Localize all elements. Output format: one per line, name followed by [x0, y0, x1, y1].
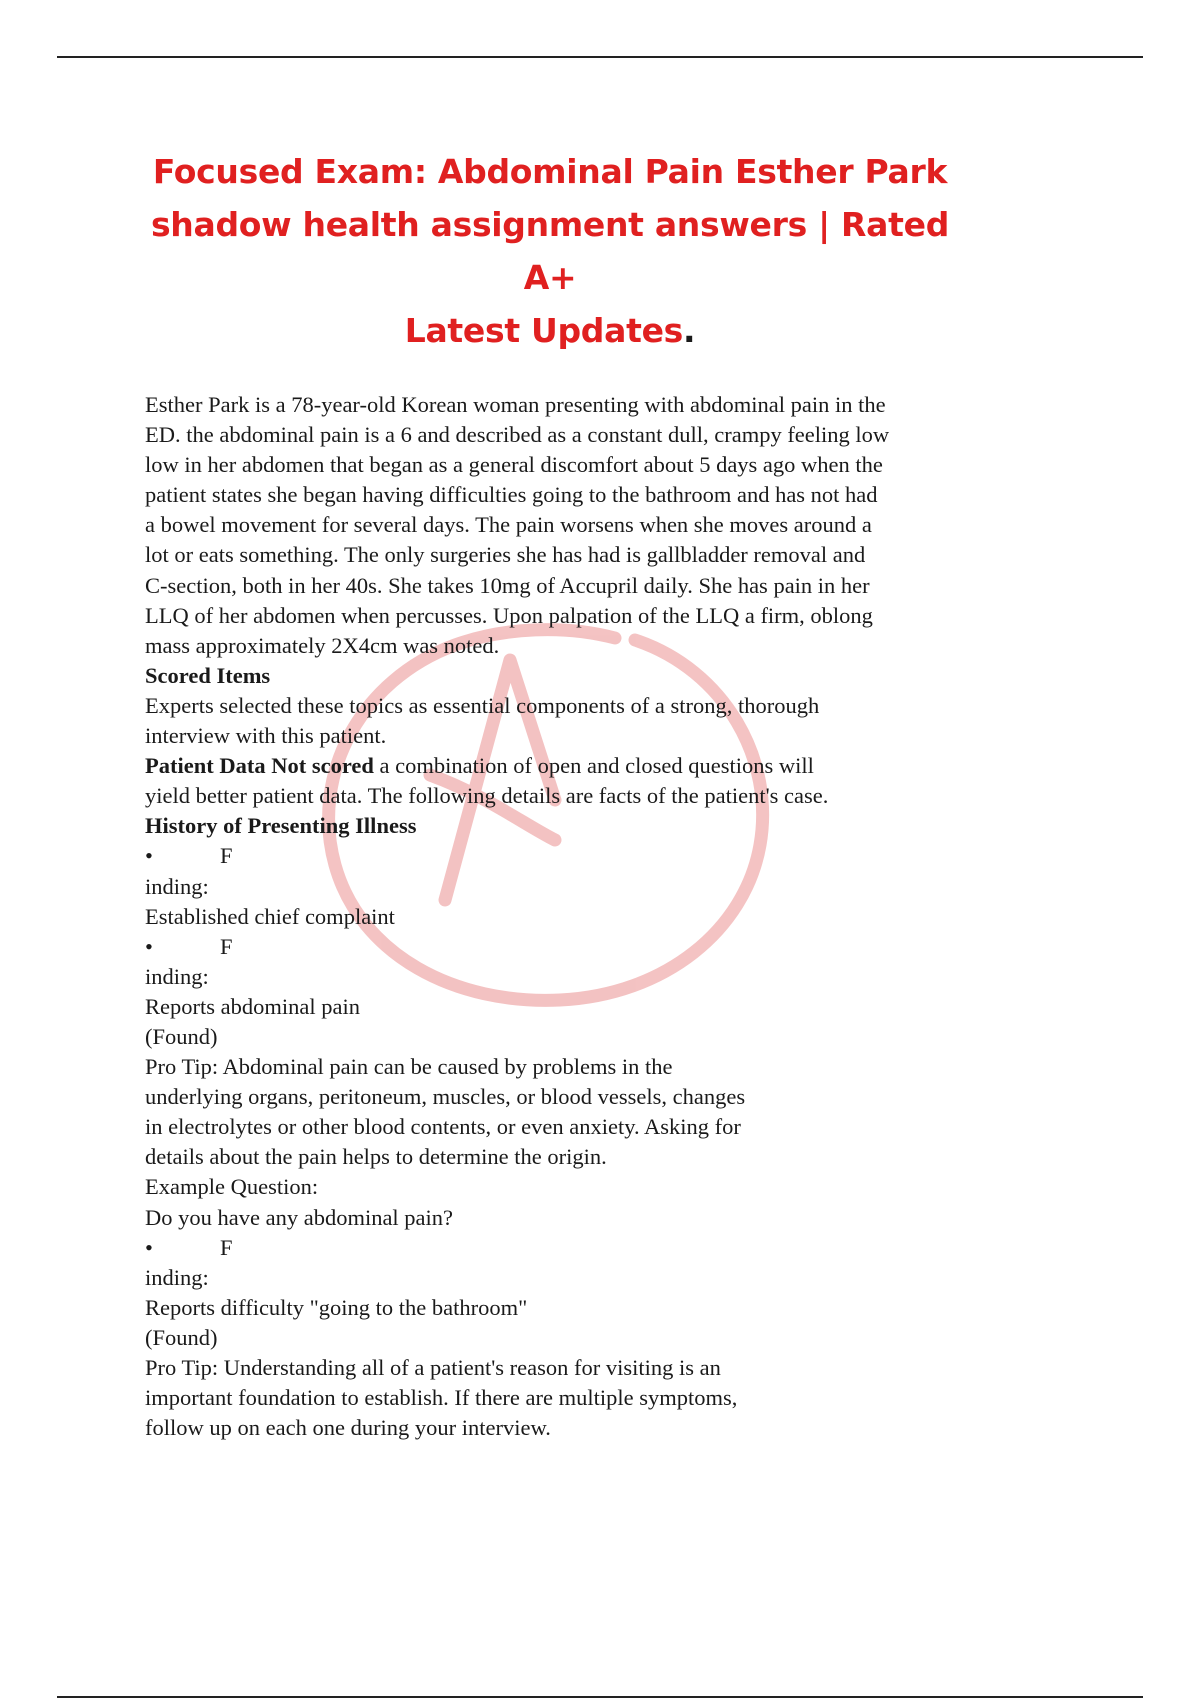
intro-line: C-section, both in her 40s. She takes 10mg of Accupril daily. She has pain in her [145, 572, 870, 598]
finding-letter: F [220, 843, 233, 869]
finding-text: (Found) [145, 1023, 218, 1049]
bullet-glyph: • [145, 843, 153, 869]
intro-line: patient states she began having difficulties going to the bathroom and has not had [145, 482, 878, 508]
finding-label: inding: [145, 873, 209, 899]
intro-line: mass approximately 2X4cm was noted. [145, 632, 500, 658]
title-line-1: Focused Exam: Abdominal Pain Esther Park [152, 152, 948, 191]
bullet-glyph: • [145, 1234, 153, 1260]
finding-text: Pro Tip: Abdominal pain can be caused by problems in the [145, 1054, 673, 1080]
finding-bullet [145, 841, 965, 871]
bullet-glyph: • [145, 933, 153, 959]
patient-data-line [145, 751, 965, 781]
document-title [140, 145, 960, 357]
header-rule [57, 56, 1143, 58]
title-period: . [683, 311, 696, 350]
title-line-3-text: Latest Updates [404, 311, 684, 350]
finding-text: Reports abdominal pain [145, 993, 360, 1019]
scored-items-line: Experts selected these topics as essential components of a strong, thorough [145, 692, 820, 718]
finding-text: important foundation to establish. If there are multiple symptoms, [145, 1385, 738, 1411]
footer-rule [57, 1696, 1143, 1698]
finding-text: details about the pain helps to determine the origin. [145, 1144, 607, 1170]
finding-text: follow up on each one during your interview. [145, 1415, 551, 1441]
finding-text: Do you have any abdominal pain? [145, 1204, 454, 1230]
finding-text: Example Question: [145, 1174, 319, 1200]
intro-line: low in her abdomen that began as a general discomfort about 5 days ago when the [145, 452, 883, 478]
finding-label: inding: [145, 963, 209, 989]
patient-data-line: yield better patient data. The following details are facts of the patient's case. [145, 783, 829, 809]
scored-items-heading: Scored Items [145, 662, 271, 688]
intro-line: a bowel movement for several days. The pain worsens when she moves around a [145, 512, 872, 538]
title-line-2: shadow health assignment answers | Rated A+ [150, 205, 950, 297]
intro-line: Esther Park is a 78-year-old Korean woman presenting with abdominal pain in the [145, 392, 886, 417]
finding-text: Established chief complaint [145, 903, 395, 929]
finding-text: Pro Tip: Understanding all of a patient's reason for visiting is an [145, 1355, 721, 1380]
finding-text: Reports difficulty "going to the bathroom" [145, 1294, 528, 1320]
intro-line: ED. the abdominal pain is a 6 and described as a constant dull, crampy feeling low [145, 422, 890, 448]
finding-text: (Found) [145, 1324, 218, 1350]
finding-letter: F [220, 933, 233, 959]
patient-data-heading: Patient Data Not scored [145, 753, 374, 779]
scored-items-line: interview with this patient. [145, 723, 387, 749]
hpi-heading: History of Presenting Illness [145, 813, 417, 839]
patient-data-rest: a combination of open and closed questions will [373, 753, 814, 779]
finding-label: inding: [145, 1264, 209, 1290]
finding-bullet [145, 1233, 965, 1263]
intro-paragraph [145, 390, 965, 661]
finding-letter: F [220, 1234, 233, 1260]
finding-bullet [145, 932, 965, 962]
document-body [145, 390, 965, 1443]
finding-text: in electrolytes or other blood contents, or even anxiety. Asking for [145, 1114, 741, 1140]
finding-text: underlying organs, peritoneum, muscles, or blood vessels, changes [145, 1084, 746, 1110]
intro-line: lot or eats something. The only surgeries she has had is gallbladder removal and [145, 542, 866, 568]
intro-line: LLQ of her abdomen when percusses. Upon palpation of the LLQ a firm, oblong [145, 602, 873, 628]
title-line-3 [140, 304, 960, 357]
